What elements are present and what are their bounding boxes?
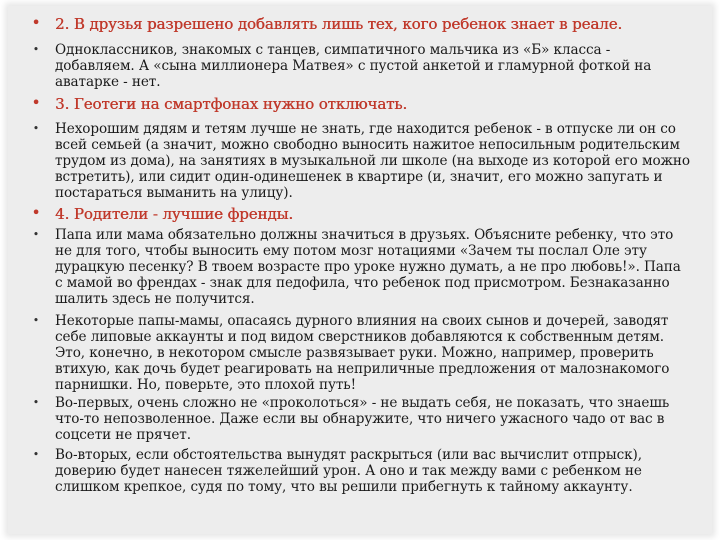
list-item bbox=[8, 15, 644, 33]
list-item bbox=[8, 121, 712, 201]
bullet-icon: • bbox=[31, 13, 41, 32]
bullet-icon: • bbox=[32, 314, 40, 327]
heading-rule-4: 4. Родители - лучшие френды. bbox=[55, 205, 293, 223]
list-item bbox=[8, 447, 712, 495]
bullet-icon: • bbox=[32, 43, 40, 56]
list-item bbox=[8, 313, 712, 393]
paragraph: Нехорошим дядям и тетям лучше не знать, где находится ребенок - в отпуске ли он со всей семьей (а значит, можно свободно выносить нажитое непосильным родительским трудом из дома), на занятиях в музыкальной ли школе (на выходе из которой его можно встретить), или сидит один-одинешенек в квартире (и, значит, его можно запугать и постараться выманить на улицу). bbox=[55, 121, 690, 201]
bullet-icon: • bbox=[32, 396, 40, 409]
content-panel bbox=[8, 6, 712, 534]
paragraph: Одноклассников, знакомых с танцев, симпатичного мальчика из «Б» класса - добавляем. А «сына миллионера Матвея» с пустой анкетой и гламурной фоткой на аватарке - нет. bbox=[55, 42, 652, 90]
bullet-icon: • bbox=[32, 228, 40, 241]
heading-rule-2: 2. В друзья разрешено добавлять лишь тех, кого ребенок знает в реале. bbox=[55, 15, 623, 33]
list-item bbox=[8, 395, 712, 443]
heading-rule-3: 3. Геотеги на смартфонах нужно отключать. bbox=[55, 95, 407, 113]
paragraph: Во-первых, очень сложно не «проколоться» - не выдать себя, не показать, что знаешь что-то непозволенное. Даже если вы обнаружите, что ничего ужасного чадо от вас в соцсети не прячет. bbox=[55, 395, 670, 443]
paragraph: Некоторые папы-мамы, опасаясь дурного влияния на своих сынов и дочерей, заводят себе липовые аккаунты и под видом сверстников добавляются к собственным детям. Это, конечно, в некотором смысле развязывает руки. Можно, например, проверить втихую, как дочь будет реагировать на неприличные предложения от малознакомого парнишки. Но, поверьте, это плохой путь! bbox=[55, 313, 670, 393]
list-item bbox=[8, 205, 315, 223]
bullet-icon: • bbox=[32, 122, 40, 135]
bullet-icon: • bbox=[31, 93, 41, 112]
bullet-icon: • bbox=[32, 448, 40, 461]
bullet-icon: • bbox=[31, 203, 41, 222]
paragraph: Во-вторых, если обстоятельства вынудят раскрыться (или вас вычислит отпрыск), доверию будет нанесен тяжелейший урон. А оно и так между вами с ребенком не слишком крепкое, судя по тому, что вы решили прибегнуть к тайному аккаунту. bbox=[55, 447, 642, 495]
paragraph: Папа или мама обязательно должны значиться в друзьях. Объясните ребенку, что это не для того, чтобы выносить ему потом мозг нотациями «Зачем ты послал Оле эту дурацкую песенку? В твоем возрасте про уроке нужно думать, а не про любовь!». Папа с мамой во френдах - знак для педофила, что ребенок под присмотром. Безнаказанно шалить здесь не получится. bbox=[55, 227, 681, 307]
list-item bbox=[8, 95, 429, 113]
list-item bbox=[8, 42, 712, 90]
list-item bbox=[8, 227, 712, 307]
